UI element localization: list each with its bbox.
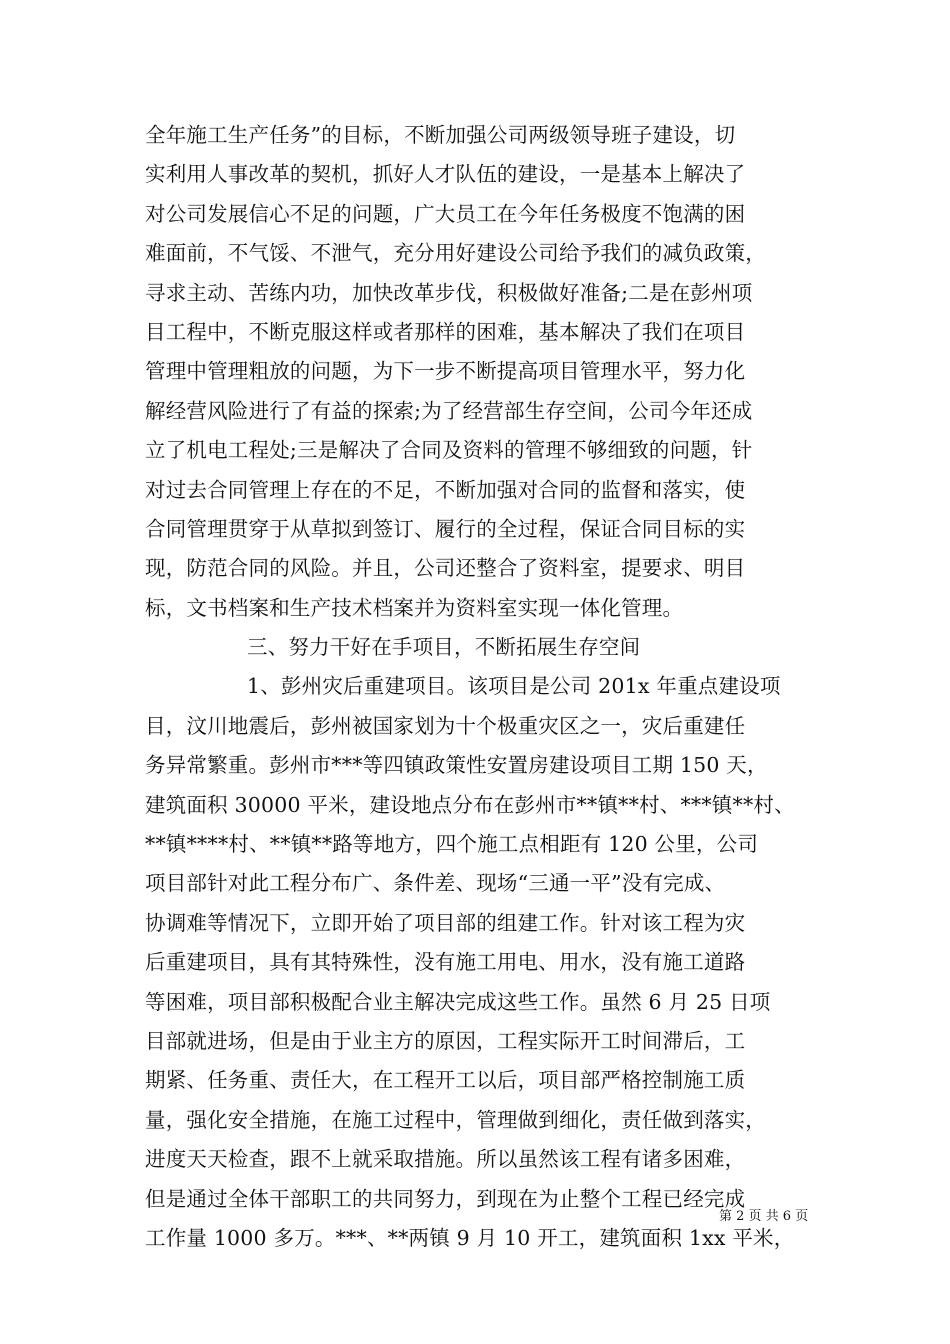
text-line: 量，强化安全措施，在施工过程中，管理做到细化，责任做到落实， (145, 1107, 766, 1132)
text-line: 难面前，不气馁、不泄气，充分用好建设公司给予我们的减负政策， (145, 241, 766, 266)
text-line: 实利用人事改革的契机，抓好人才队伍的建设，一是基本上解决了 (145, 162, 746, 187)
text-line: 寻求主动、苦练内功，加快改革步伐，积极做好准备;二是在彭州项 (145, 280, 753, 305)
section-heading: 三、努力干好在手项目，不断拓展生存空间 (247, 635, 641, 660)
text-line: 但是通过全体干部职工的共同努力，到现在为止整个工程已经完成 (145, 1186, 746, 1211)
text-line: 合同管理贯穿于从草拟到签订、履行的全过程，保证合同目标的实 (145, 516, 746, 541)
text-line: 目，汶川地震后，彭州被国家划为十个极重灾区之一，灾后重建任 (145, 713, 746, 738)
text-line: 项目部针对此工程分布广、条件差、现场“三通一平”没有完成、 (145, 871, 726, 896)
text-line: 目部就进场，但是由于业主方的原因，工程实际开工时间滞后，工 (145, 1028, 746, 1053)
text-line: 工作量 1000 多万。***、**两镇 9 月 10 开工，建筑面积 1xx 平米， (145, 1225, 795, 1250)
text-line: 建筑面积 30000 平米，建设地点分布在彭州市**镇**村、***镇**村、 (145, 792, 795, 817)
text-line: 现，防范合同的风险。并且，公司还整合了资料室，提要求、明目 (145, 556, 746, 581)
text-line: 期紧、任务重、责任大，在工程开工以后，项目部严格控制施工质 (145, 1068, 746, 1093)
page-number: 第 2 页 共 6 页 (719, 1209, 809, 1224)
text-line: 1、彭州灾后重建项目。该项目是公司 201x 年重点建设项 (247, 674, 781, 699)
text-line: 后重建项目，具有其特殊性，没有施工用电、用水，没有施工道路 (145, 950, 746, 975)
text-line: 进度天天检查，跟不上就采取措施。所以虽然该工程有诸多困难， (145, 1147, 746, 1172)
text-line: 管理中管理粗放的问题，为下一步不断提高项目管理水平，努力化 (145, 359, 746, 384)
text-line: 解经营风险进行了有益的探索;为了经营部生存空间，公司今年还成 (145, 398, 753, 423)
text-line: 等困难，项目部积极配合业主解决完成这些工作。虽然 6 月 25 日项 (145, 989, 771, 1014)
text-line: 标，文书档案和生产技术档案并为资料室实现一体化管理。 (145, 595, 684, 620)
text-line: 全年施工生产任务”的目标，不断加强公司两级领导班子建设，切 (145, 123, 736, 147)
body-text (145, 116, 815, 1258)
text-line: 目工程中，不断克服这样或者那样的困难，基本解决了我们在项目 (145, 319, 746, 344)
text-line: 立了机电工程处;三是解决了合同及资料的管理不够细致的问题，针 (145, 438, 753, 463)
text-line: **镇****村、**镇**路等地方，四个施工点相距有 120 公里，公司 (145, 832, 759, 857)
text-line: 务异常繁重。彭州市***等四镇政策性安置房建设项目工期 150 天， (145, 753, 768, 778)
text-line: 对过去合同管理上存在的不足，不断加强对合同的监督和落实，使 (145, 477, 746, 502)
text-line: 协调难等情况下，立即开始了项目部的组建工作。针对该工程为灾 (145, 910, 746, 935)
text-line: 对公司发展信心不足的问题，广大员工在今年任务极度不饱满的困 (145, 201, 746, 226)
